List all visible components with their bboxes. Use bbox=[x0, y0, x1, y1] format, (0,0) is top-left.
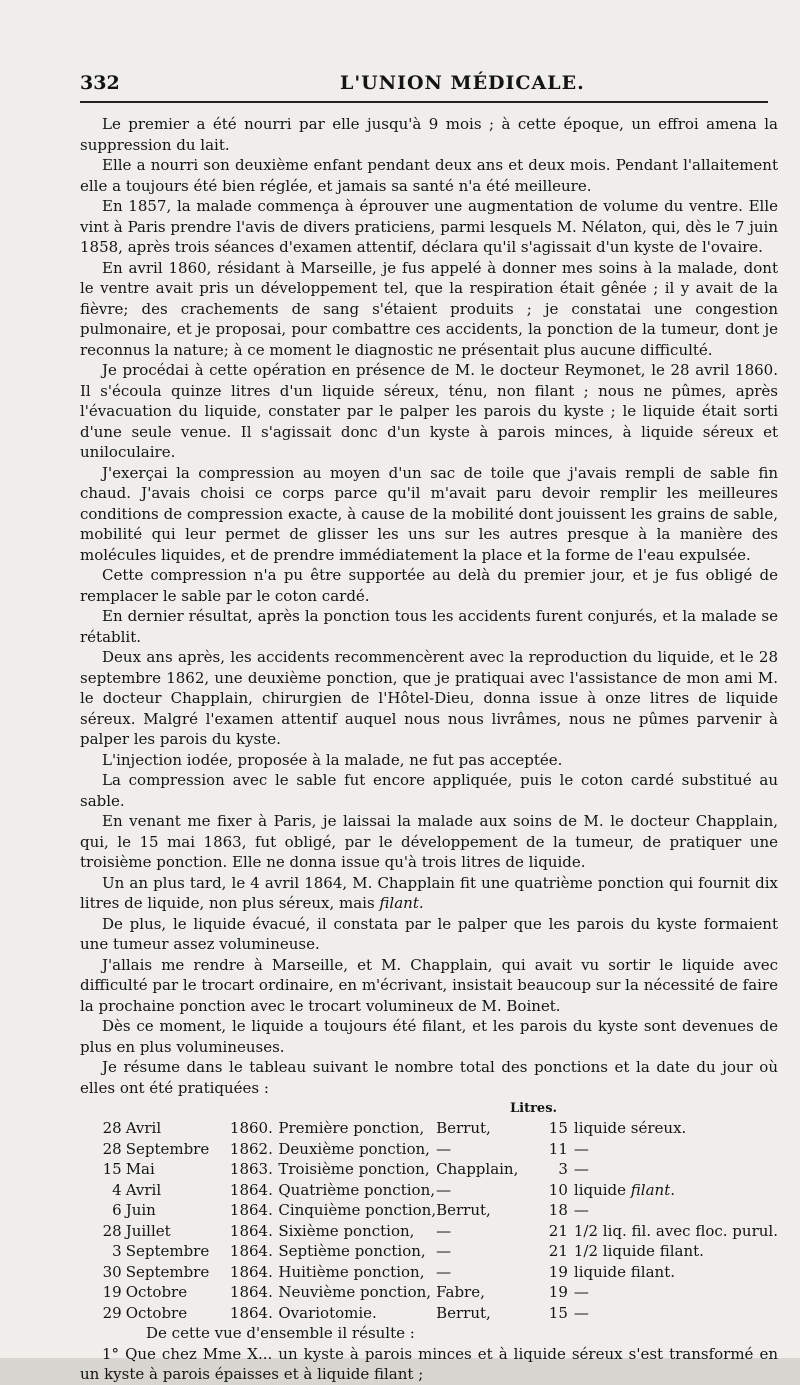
running-title: L'UNION MÉDICALE. bbox=[340, 72, 585, 94]
conclusion-item-1: 1° Que chez Mme X... un kyste à parois minces et à liquide séreux s'est transformé en un kyste à parois épaisses et à liquide filant ; bbox=[80, 1344, 778, 1383]
table-cell-label: Neuvième ponction, bbox=[278, 1283, 432, 1301]
table-cell-operator: Fabre, bbox=[436, 1283, 485, 1301]
type-text: — bbox=[573, 1201, 589, 1219]
table-cell-month: Septembre bbox=[125, 1139, 210, 1158]
type-text: liquide filant. bbox=[573, 1262, 675, 1281]
table-cell-type bbox=[574, 1118, 778, 1139]
table-cell-volume: 21 bbox=[548, 1221, 568, 1240]
table-cell-month: Septembre bbox=[125, 1242, 210, 1260]
paragraph: En avril 1860, résidant à Marseille, je fus appelé à donner mes soins à la malade, dont le ventre avait pris un développement tel, que la respiration était gênée ; il y avait de la fièvre; des crachements de sang s'étaient produits ; je constatai une congestion pulmonaire, et je proposai, pour combattre ces accidents, la ponction de la tumeur, dont je reconnus la nature; à ce moment le diagnostic ne présentait plus aucune difficulté. bbox=[80, 258, 778, 359]
page-header bbox=[80, 0, 778, 96]
table-cell-volume: 21 bbox=[548, 1242, 568, 1260]
paragraph-text: Un an plus tard, le 4 avril 1864, M. Chapplain fit une quatrième ponction qui fournit dix litres de liquide, non plus séreux, mais bbox=[80, 873, 778, 912]
type-text: liquide bbox=[573, 1180, 631, 1199]
table-cell-label: Septième ponction, bbox=[278, 1242, 426, 1260]
table-row bbox=[80, 1159, 778, 1180]
paragraph: J'exerçai la compression au moyen d'un sac de toile que j'avais rempli de sable fin chaud. J'avais choisi ce corps parce qu'il m'avait paru devoir remplir les meilleures conditions de compression exacte, à cause de la mobilité dont jouissent les grains de sable, mobilité qui leur permet de glisser les uns sur les autres presque à la manière des molécules liquides, et de prendre immédiatement la place et la forme de l'eau expulsée. bbox=[80, 463, 778, 564]
paragraph: En 1857, la malade commença à éprouver une augmentation de volume du ventre. Elle vint à Paris prendre l'avis de divers praticiens, parmi lesquels M. Nélaton, qui, dès le 7 juin 1858, après trois séances d'examen attentif, déclara qu'il s'agissait d'un kyste de l'ovaire. bbox=[80, 197, 778, 256]
paragraph: La compression avec le sable fut encore appliquée, puis le coton cardé substitué au sable. bbox=[80, 771, 778, 810]
table-cell-year: 1864. bbox=[229, 1242, 273, 1260]
paragraph: De plus, le liquide évacué, il constata par le palper que les parois du kyste formaient une tumeur assez volumineuse. bbox=[80, 914, 778, 953]
table-cell-operator: — bbox=[436, 1180, 452, 1199]
table-cell-operator: — bbox=[436, 1242, 452, 1260]
table-row bbox=[80, 1200, 778, 1221]
table-cell-operator: Berrut, bbox=[436, 1201, 491, 1219]
table-cell-label: Troisième ponction, bbox=[278, 1160, 430, 1178]
table-cell-day: 30 bbox=[102, 1262, 122, 1281]
table-cell-day: 3 bbox=[112, 1242, 122, 1260]
table-cell-type bbox=[574, 1200, 778, 1221]
paragraph: En dernier résultat, après la ponction tous les accidents furent conjurés, et la malade se rétablit. bbox=[80, 607, 778, 646]
table-cell-volume: 15 bbox=[548, 1119, 568, 1137]
table-cell-day: 4 bbox=[112, 1180, 122, 1199]
table-cell-label: Ovariotomie. bbox=[278, 1303, 377, 1322]
table-cell-type bbox=[574, 1139, 778, 1160]
paragraph-text: . bbox=[418, 894, 424, 912]
paragraph: Je procédai à cette opération en présence de M. le docteur Reymonet, le 28 avril 1860. Il s'écoula quinze litres d'un liquide séreux, ténu, non filant ; nous ne pûmes, après l'évacuation du liquide, constater par le palper les parois du kyste ; le liquide était sorti d'une seule venue. Il s'agissait donc d'un kyste à parois minces, à liquide séreux et uniloculaire. bbox=[80, 361, 778, 461]
table-cell-year: 1864. bbox=[229, 1262, 273, 1281]
punctions-table bbox=[80, 1118, 778, 1323]
table-cell-day: 19 bbox=[102, 1283, 122, 1301]
table-cell-month: Septembre bbox=[125, 1262, 210, 1281]
litres-column-header: Litres. bbox=[510, 1101, 558, 1116]
paragraph: Le premier a été nourri par elle jusqu'à 9 mois ; à cette époque, un effroi amena la suppression du lait. bbox=[80, 115, 778, 154]
table-cell-volume: 15 bbox=[548, 1303, 568, 1322]
table-cell-type bbox=[574, 1180, 778, 1201]
table-row bbox=[80, 1118, 778, 1139]
table-cell-operator: — bbox=[436, 1139, 452, 1158]
table-cell-type bbox=[574, 1221, 778, 1242]
table-cell-day: 28 bbox=[102, 1119, 122, 1137]
paragraph: Deux ans après, les accidents recommencèrent avec la reproduction du liquide, et le 28 septembre 1862, une deuxième ponction, que je pratiquai avec l'assistance de mon ami M. le docteur Chapplain, chirurgien de l'Hôtel-Dieu, donna issue à onze litres de liquide séreux. Malgré l'examen attentif auquel nous nous livrâmes, nous ne pûmes parvenir à palper les parois du kyste. bbox=[80, 648, 778, 748]
table-cell-month: Avril bbox=[125, 1180, 162, 1199]
paragraph: Dès ce moment, le liquide a toujours été filant, et les parois du kyste sont devenues de plus en plus volumineuses. bbox=[80, 1017, 778, 1056]
conclusion-intro: De cette vue d'ensemble il résulte : bbox=[146, 1324, 415, 1342]
table-cell-year: 1863. bbox=[229, 1160, 273, 1178]
table-cell-year: 1864. bbox=[229, 1283, 273, 1301]
table-cell-label: Quatrième ponction, bbox=[278, 1180, 435, 1199]
paragraph-filant bbox=[80, 873, 778, 914]
table-cell-day: 15 bbox=[102, 1160, 122, 1178]
table-cell-year: 1864. bbox=[229, 1180, 273, 1199]
table-cell-month: Juillet bbox=[125, 1221, 171, 1240]
type-italic-text: filant. bbox=[630, 1180, 675, 1199]
table-cell-year: 1862. bbox=[229, 1139, 273, 1158]
table-row bbox=[80, 1282, 778, 1303]
table-cell-month: Avril bbox=[125, 1119, 162, 1137]
table-cell-volume: 19 bbox=[548, 1262, 568, 1281]
table-cell-day: 28 bbox=[102, 1139, 122, 1158]
table-cell-volume: 18 bbox=[548, 1201, 568, 1219]
table-cell-operator: Berrut, bbox=[436, 1119, 491, 1137]
italic-word: filant bbox=[379, 894, 419, 912]
table-cell-volume: 3 bbox=[558, 1160, 568, 1178]
paragraph: J'allais me rendre à Marseille, et M. Chapplain, qui avait vu sortir le liquide avec difficulté par le trocart ordinaire, en m'écrivant, insistait beaucoup sur la nécessité de faire la prochaine ponction avec le trocart volumineux de M. Boinet. bbox=[80, 955, 778, 1015]
punctions-table-block bbox=[80, 1100, 778, 1323]
table-cell-year: 1864. bbox=[229, 1221, 273, 1240]
type-text: — bbox=[573, 1283, 589, 1301]
table-cell-type bbox=[574, 1262, 778, 1283]
table-cell-volume: 10 bbox=[548, 1180, 568, 1199]
table-cell-operator: Chapplain, bbox=[436, 1160, 519, 1178]
page-number: 332 bbox=[80, 72, 120, 94]
paragraph: L'injection iodée, proposée à la malade, ne fut pas acceptée. bbox=[102, 750, 563, 769]
article-body bbox=[80, 96, 778, 1385]
table-row bbox=[80, 1241, 778, 1262]
type-text: — bbox=[573, 1139, 589, 1158]
table-cell-volume: 11 bbox=[548, 1139, 568, 1158]
table-cell-year: 1864. bbox=[229, 1201, 273, 1219]
table-cell-year: 1864. bbox=[229, 1303, 273, 1322]
table-cell-month: Mai bbox=[125, 1160, 155, 1178]
table-cell-day: 29 bbox=[102, 1303, 122, 1322]
table-cell-month: Octobre bbox=[125, 1283, 188, 1301]
paragraph: Je résume dans le tableau suivant le nombre total des ponctions et la date du jour où elles ont été pratiquées : bbox=[80, 1058, 778, 1097]
table-cell-label: Huitième ponction, bbox=[278, 1262, 425, 1281]
paragraph: En venant me fixer à Paris, je laissai la malade aux soins de M. le docteur Chapplain, qui, le 15 mai 1863, fut obligé, par le développement de la tumeur, de pratiquer une troisième ponction. Elle ne donna issue qu'à trois litres de liquide. bbox=[80, 812, 778, 871]
table-cell-label: Première ponction, bbox=[278, 1119, 425, 1137]
table-cell-operator: — bbox=[436, 1262, 452, 1281]
paragraph: Elle a nourri son deuxième enfant pendant deux ans et deux mois. Pendant l'allaitement elle a toujours été bien réglée, et jamais sa santé n'a été meilleure. bbox=[80, 156, 778, 195]
table-cell-type bbox=[574, 1282, 778, 1303]
type-text: — bbox=[573, 1160, 589, 1178]
table-row bbox=[80, 1262, 778, 1283]
type-text: — bbox=[573, 1303, 589, 1322]
table-row bbox=[80, 1303, 778, 1324]
table-cell-volume: 19 bbox=[548, 1283, 568, 1301]
table-cell-month: Octobre bbox=[125, 1303, 188, 1322]
table-cell-label: Cinquième ponction, bbox=[278, 1201, 437, 1219]
table-cell-year: 1860. bbox=[229, 1119, 273, 1137]
table-cell-type bbox=[574, 1241, 778, 1262]
table-cell-operator: Berrut, bbox=[436, 1303, 491, 1322]
table-cell-type bbox=[574, 1303, 778, 1324]
table-cell-type bbox=[574, 1159, 778, 1180]
paragraph: Cette compression n'a pu être supportée au delà du premier jour, et je fus obligé de remplacer le sable par le coton cardé. bbox=[80, 566, 778, 605]
table-cell-month: Juin bbox=[125, 1201, 156, 1219]
table-cell-day: 6 bbox=[112, 1201, 122, 1219]
header-rule bbox=[80, 101, 768, 103]
table-cell-label: Deuxième ponction, bbox=[278, 1139, 430, 1158]
table-row bbox=[80, 1221, 778, 1242]
table-cell-label: Sixième ponction, bbox=[278, 1221, 415, 1240]
table-cell-day: 28 bbox=[102, 1221, 122, 1240]
type-text: 1/2 liq. fil. avec floc. purul. bbox=[573, 1221, 778, 1240]
type-text: liquide séreux. bbox=[573, 1119, 687, 1137]
table-row bbox=[80, 1180, 778, 1201]
table-cell-operator: — bbox=[436, 1221, 452, 1240]
type-text: 1/2 liquide filant. bbox=[573, 1242, 704, 1260]
table-row bbox=[80, 1139, 778, 1160]
